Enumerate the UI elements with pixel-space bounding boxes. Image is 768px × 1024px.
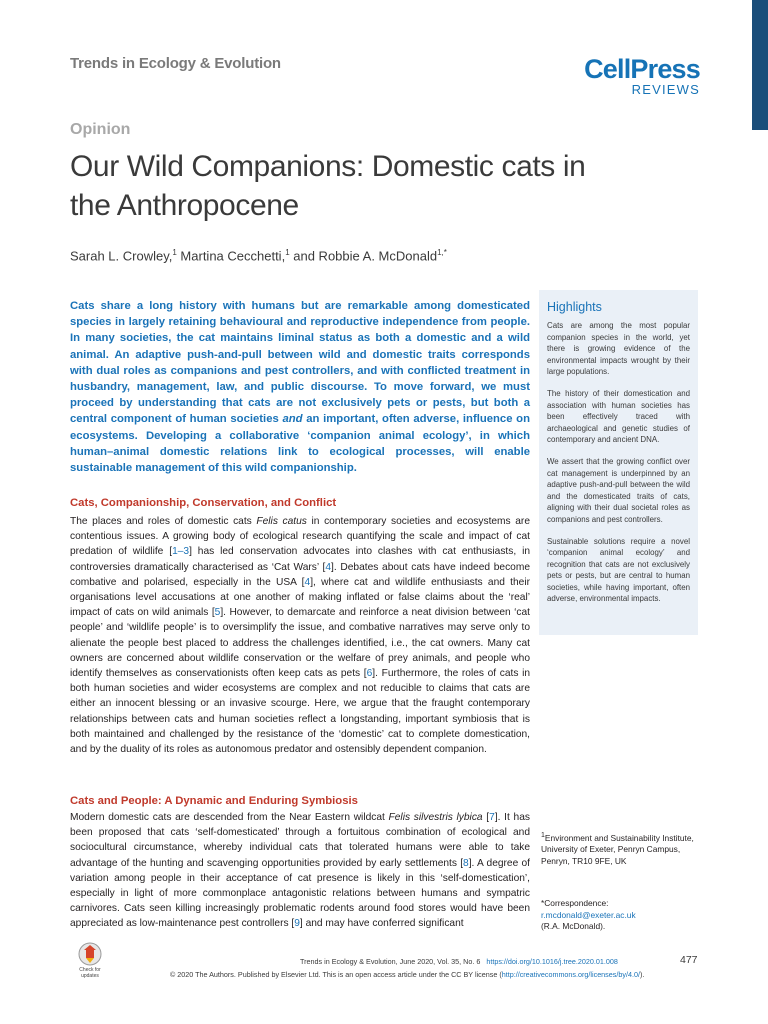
body-text: ] and may have conferred significant — [299, 918, 464, 930]
reference-link[interactable]: 9 — [294, 918, 300, 930]
footer-citation — [300, 957, 618, 966]
author-name: and Robbie A. McDonald — [289, 248, 438, 264]
highlights-box — [539, 290, 698, 635]
author-affiliation-mark: 1,* — [437, 248, 447, 257]
affiliation-mark: 1 — [541, 832, 545, 839]
author-affiliation-mark: 1 — [285, 248, 290, 257]
body-text: ]. Debates about cats have indeed become combative and polarised, especially in the USA [ — [70, 561, 530, 588]
species-name: Felis catus — [256, 516, 307, 527]
page-number: 477 — [680, 954, 698, 966]
body-text: ]. A degree of variation among people in their acceptance of cat presence is likely in this ‘self-domestication’, especially in light of more commonplace antagonistic relations between humans and sympatric carnivores. Cats seen killing increasingly problematic rodents around food stores would have been appreciated as low-maintenance pest controllers [ — [70, 857, 530, 930]
badge-caption — [68, 968, 112, 979]
body-paragraph — [70, 514, 530, 757]
reference-link[interactable]: 7 — [489, 812, 495, 823]
citation-text: Trends in Ecology & Evolution, June 2020, Vol. 35, No. 6 — [300, 957, 481, 966]
section-heading: Cats, Companionship, Conservation, and Conflict — [70, 497, 337, 509]
species-name: Felis silvestris lybica — [388, 812, 483, 823]
license-link[interactable]: http://creativecommons.org/licenses/by/4.0/ — [501, 970, 640, 979]
reference-link[interactable]: 1–3 — [172, 546, 190, 558]
highlight-item: Cats are among the most popular companion species in the world, yet there is growing evidence of the environmental impacts wrought by their large populations. — [547, 321, 690, 377]
journal-name: Trends in Ecology & Evolution — [70, 55, 281, 72]
affiliation-text: Environment and Sustainability Institute, University of Exeter, Penryn Campus, Penryn, TR10 9FE, UK — [541, 832, 694, 866]
reference-link[interactable]: 4 — [325, 561, 332, 573]
abstract-emphasis: and — [282, 413, 303, 426]
abstract — [70, 298, 530, 476]
edge-tab — [752, 0, 768, 130]
highlights-heading: Highlights — [547, 300, 602, 314]
highlight-item: We assert that the growing conflict over cat management is underpinned by an adaptive push-and-pull between the wild and the domesticated traits of cats, aligning with their dual societal roles as companions and pest controllers. — [547, 456, 690, 524]
copyright-text: ). — [639, 970, 645, 979]
correspondence-email-link[interactable]: r.mcdonald@exeter.ac.uk — [541, 909, 636, 920]
title-line-2: the Anthropocene — [70, 189, 299, 222]
abstract-text: Cats share a long history with humans but are remarkable among domesticated species in largely retaining behavioural and reproductive independence from people. In many societies, the cat maintains liminal status as both a domestic and a wild animal. An adaptive push-and-pull between wild and domestic traits corresponds with dual roles as companions and pest controllers, and with conflicted treatment in husbandry, management, law, and public discourse. To move forward, we must proceed by understanding that cats are not exclusively pets or pests, but both a central component of human societies — [70, 300, 530, 426]
article-type: Opinion — [70, 121, 131, 138]
logo-sub-text: REVIEWS — [631, 82, 700, 97]
body-text: ]. However, to demarcate and reinforce a neat division between ‘cat people’ and ‘wildlife people’ is to oversimplify the issue, and combative narratives may serve only to alienate the people best placed to address the challenges identified, i.e., the cat owners. Many cat owners are concerned about wildlife conservation or the welfare of prey animals, and people who identify themselves as conservationists often keep cats as pets [ — [70, 607, 531, 680]
highlight-item: Sustainable solutions require a novel ‘companion animal ecology’ and recognition that cats are not exclusively pets or pests, but are central to human societies, while having important, often adverse, environmental impacts. — [547, 536, 690, 604]
body-text: ], where cat and wildlife enthusiasts and their organisations level accusations at one another of making inflated or false claims about the ‘real’ impact of cats on wild animals [ — [70, 576, 530, 619]
body-text: [ — [482, 812, 490, 823]
copyright-line — [170, 970, 644, 979]
body-text: in contemporary societies and ecosystems are contentious issues. A growing body of ecological research quantifying the scale and impact of cat predation of wildlife [ — [70, 516, 530, 558]
doi-link[interactable]: https://doi.org/10.1016/j.tree.2020.01.008 — [486, 957, 618, 966]
author-list — [70, 248, 447, 263]
copyright-text: © 2020 The Authors. Published by Elsevier Ltd. This is an open access article under the CC BY license ( — [170, 970, 502, 979]
author-affiliation-mark: 1 — [172, 248, 177, 257]
highlight-item: The history of their domestication and association with human societies has been effectively traced with archaeological and genetic studies of contemporary and ancient DNA. — [547, 388, 690, 445]
badge-caption-line: updates — [81, 972, 99, 979]
title-line-1: Our Wild Companions: Domestic cats in — [70, 150, 586, 183]
affiliation — [541, 830, 701, 867]
article-title — [70, 147, 670, 225]
body-text: The places and roles of domestic cats — [70, 516, 257, 527]
publisher-logo[interactable] — [580, 55, 700, 97]
reference-link[interactable]: 5 — [214, 607, 221, 619]
reference-link[interactable]: 4 — [304, 576, 311, 588]
body-text: ]. It has been proposed that cats ‘self-domesticated’ through a fortuitous combination of ecological and sociocultural circumstance, whereby individual cats that tolerated humans were able to take advantage of the hunting and scavenging opportunities provided by early settlements [ — [70, 812, 530, 869]
body-text: ] has led conservation advocates into clashes with cat enthusiasts, in controversies dramatically characterised as ‘Cat Wars’ [ — [70, 546, 531, 573]
section-heading: Cats and People: A Dynamic and Enduring Symbiosis — [70, 795, 358, 807]
body-paragraph — [70, 810, 530, 932]
body-text: Modern domestic cats are descended from the Near Eastern wildcat — [70, 812, 389, 823]
reference-link[interactable]: 8 — [463, 857, 469, 869]
author-name: Martina Cecchetti, — [176, 248, 286, 264]
correspondence-name: (R.A. McDonald). — [541, 921, 606, 932]
check-updates-icon — [68, 940, 112, 968]
correspondence — [541, 898, 701, 933]
badge-caption-line: Check for — [79, 967, 101, 973]
body-text: ]. Furthermore, the roles of cats in both human societies and wider ecosystems are complex and not reducible to claims that cats are either an innocent blessing or an invasive scourge. Here, we argue that the fraught contemporary relationships between cats and human societies reflect a longstanding, important symbiosis that is both maintained and challenged by the resistance of the ‘domestic’ cat to complete domestication, and by the duality of its roles as autonomous predator and ostensibly dependent companion. — [70, 668, 531, 756]
logo-main-text: CellPress — [584, 54, 700, 84]
correspondence-label: *Correspondence: — [541, 898, 609, 908]
check-for-updates-badge[interactable] — [68, 940, 112, 984]
reference-link[interactable]: 6 — [366, 668, 373, 680]
author-name: Sarah L. Crowley, — [70, 248, 173, 264]
abstract-text: an important, often adverse, influence on ecosystems. Developing a collaborative ‘companion animal ecology’, in which human–animal domestic relations link to ecological processes, will enable sustainable management of this wild companionship. — [70, 413, 530, 475]
